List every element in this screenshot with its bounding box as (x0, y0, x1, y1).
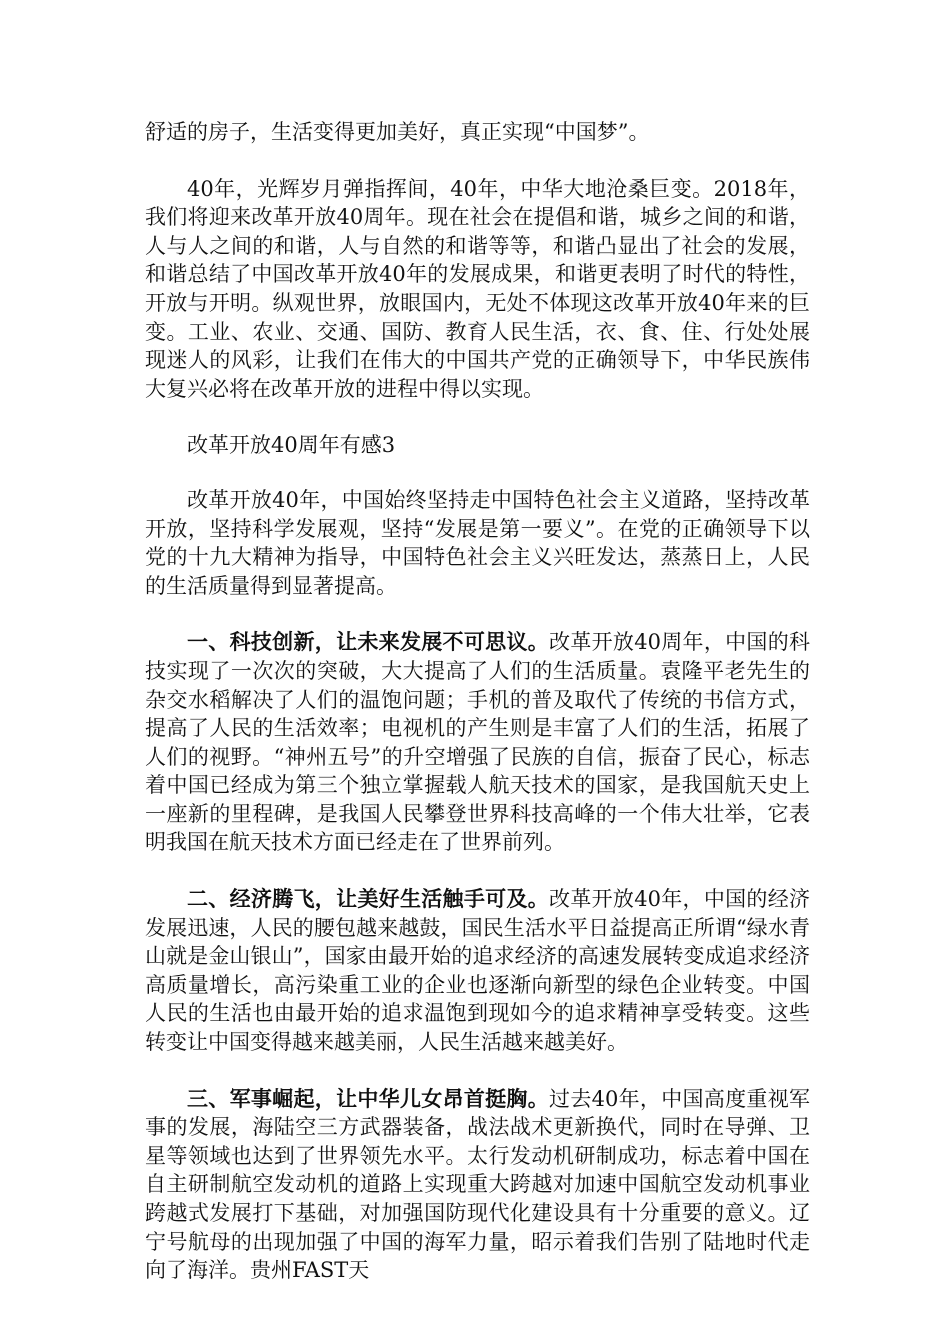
technology-body: 改革开放40周年，中国的科技实现了一次次的突破，大大提高了人们的生活质量。袁隆平老先生的杂交水稻解决了人们的温饱问题；手机的普及取代了传统的书信方式，提高了人民的生活效率；电视机的产生则是丰富了人们的生活，拓展了人们的视野。“神州五号”的升空增强了民族的自信，振奋了民心，标志着中国已经成为第三个独立掌握载人航天技术的国家，是我国航天史上一座新的里程碑，是我国人民攀登世界科技高峰的一个伟大壮举，它表明我国在航天技术方面已经走在了世界前列。 (145, 630, 810, 855)
paragraph-economy (145, 885, 810, 1057)
technology-lead: 一、科技创新，让未来发展不可思议。 (187, 629, 550, 655)
economy-lead: 二、经济腾飞，让美好生活触手可及。 (187, 886, 550, 912)
military-lead: 三、军事崛起，让中华儿女昂首挺胸。 (187, 1085, 550, 1111)
paragraph-technology (145, 628, 810, 857)
paragraph-continued: 舒适的房子，生活变得更加美好，真正实现“中国梦”。 (145, 120, 650, 144)
section-heading: 改革开放40周年有感3 (187, 433, 396, 458)
paragraph-40-years: 40年，光辉岁月弹指挥间，40年，中华大地沧桑巨变。2018年，我们将迎来改革开放40周年。现在社会在提倡和谐，城乡之间的和谐，人与人之间的和谐，人与自然的和谐等等，和谐凸显出了社会的发展，和谐总结了中国改革开放40年的发展成果，和谐更表明了时代的特性，开放与开明。纵观世界，放眼国内，无处不体现这改革开放40年来的巨变。工业、农业、交通、国防、教育人民生活，衣、食、住、行处处展现迷人的风彩，让我们在伟大的中国共产党的正确领导下，中华民族伟大复兴必将在改革开放的进程中得以实现。 (145, 176, 810, 401)
paragraph-military (145, 1085, 810, 1285)
document-page (145, 118, 810, 1313)
economy-body: 改革开放40年，中国的经济发展迅速，人民的腰包越来越鼓，国民生活水平日益提高正所谓“绿水青山就是金山银山”，国家由最开始的追求经济的高速发展转变成追求经济高质量增长，高污染重工业的企业也逐渐向新型的绿色企业转变。中国人民的生活也由最开始的追求温饱到现如今的追求精神享受转变。这些转变让中国变得越来越美丽，人民生活越来越美好。 (145, 887, 810, 1055)
paragraph-intro: 改革开放40年，中国始终坚持走中国特色社会主义道路，坚持改革开放，坚持科学发展观，坚持“发展是第一要义”。在党的正确领导下以党的十九大精神为指导，中国特色社会主义兴旺发达，蒸蒸日上，人民的生活质量得到显著提高。 (145, 487, 810, 598)
military-body: 过去40年，中国高度重视军事的发展，海陆空三方武器装备，战法战术更新换代，同时在导弹、卫星等领域也达到了世界领先水平。太行发动机研制成功，标志着中国在自主研制航空发动机的道路上实现重大跨越对加速中国航空发动机事业跨越式发展打下基础，对加强国防现代化建设具有十分重要的意义。辽宁号航母的出现加强了中国的海军力量，昭示着我们告别了陆地时代走向了海洋。贵州FAST天 (145, 1086, 810, 1283)
